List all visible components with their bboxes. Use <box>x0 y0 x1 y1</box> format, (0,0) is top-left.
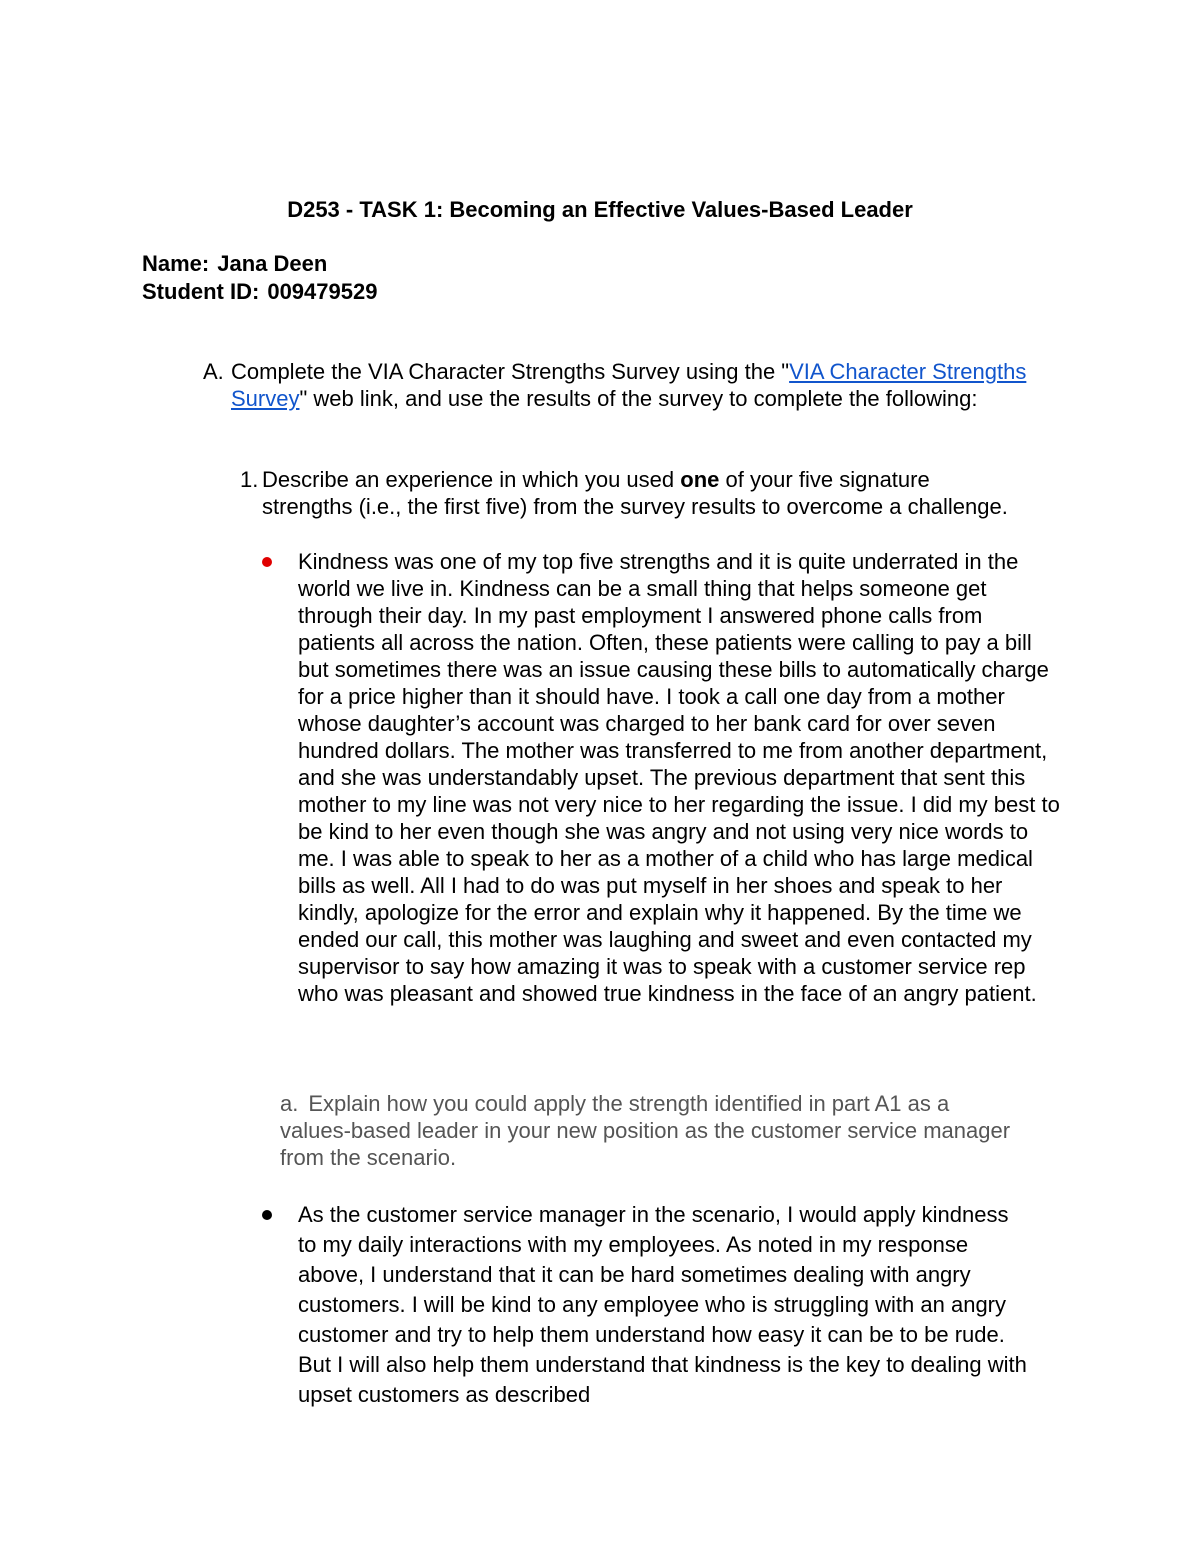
section-a <box>203 358 1063 412</box>
item-1-prompt <box>240 466 1020 520</box>
answer-1-text: Kindness was one of my top five strengths and it is quite underrated in the world we live in. Kindness can be a small thing that helps someone get through their day. In my past employment I answered phone calls from patients all across the nation. Often, these patients were calling to pay a bill but sometimes there was an issue causing these bills to automatically charge for a price higher than it should have. I took a call one day from a mother whose daughter’s account was charged to her bank card for over seven hundred dollars. The mother was transferred to me from another department, and she was understandably upset. The previous department that sent this mother to my line was not very nice to her regarding the issue. I did my best to be kind to her even though she was angry and not using very nice words to me. I was able to speak to her as a mother of a child who has large medical bills as well. All I had to do was put myself in her shoes and speak to her kindly, apologize for the error and explain why it happened. By the time we ended our call, this mother was laughing and sweet and even contacted my supervisor to say how amazing it was to speak with a customer service rep who was pleasant and showed true kindness in the face of an angry patient. <box>298 549 1060 1006</box>
item-1a-marker: a. <box>280 1091 299 1116</box>
red-bullet-icon <box>262 557 272 567</box>
student-id-line <box>142 278 377 306</box>
via-survey-link[interactable]: VIA Character Strengths Survey <box>231 359 1027 411</box>
student-id-label: Student ID: <box>142 279 260 304</box>
item-1-text-before-bold: Describe an experience in which you used <box>262 467 681 492</box>
student-id-value: 009479529 <box>267 279 378 304</box>
item-1a-text: Explain how you could apply the strength identified in part A1 as a values-based leader in your new position as the customer service manager from the scenario. <box>280 1091 1011 1170</box>
section-a-marker: A. <box>203 359 224 384</box>
answer-1a-text: As the customer service manager in the scenario, I would apply kindness to my daily interactions with my employees. As noted in my response above, I understand that it can be hard sometimes dealing with angry customers. I will be kind to any employee who is struggling with an angry customer and try to help them understand how easy it can be to be rude. But I will also help them understand that kindness is the key to dealing with upset customers as described <box>298 1202 1027 1407</box>
section-a-text <box>231 358 1063 412</box>
answer-1 <box>262 548 1062 1007</box>
item-1-bold-word: one <box>680 467 720 492</box>
section-a-text-after-link: " web link, and use the results of the survey to complete the following: <box>299 386 978 411</box>
item-1-text <box>262 466 1020 520</box>
black-bullet-icon <box>262 1210 272 1220</box>
item-1-text-after-bold: of your five signature strengths (i.e., the first five) from the survey results to overcome a challenge. <box>262 467 1008 519</box>
answer-1a <box>262 1200 1032 1410</box>
section-a-text-before-link: Complete the VIA Character Strengths Survey using the " <box>231 359 790 384</box>
student-name-line <box>142 250 327 278</box>
document-title: D253 - TASK 1: Becoming an Effective Values-Based Leader <box>287 197 913 222</box>
item-1a-prompt <box>280 1090 1020 1171</box>
name-value: Jana Deen <box>217 251 328 276</box>
item-1-marker: 1. <box>240 467 259 492</box>
name-label: Name: <box>142 251 210 276</box>
